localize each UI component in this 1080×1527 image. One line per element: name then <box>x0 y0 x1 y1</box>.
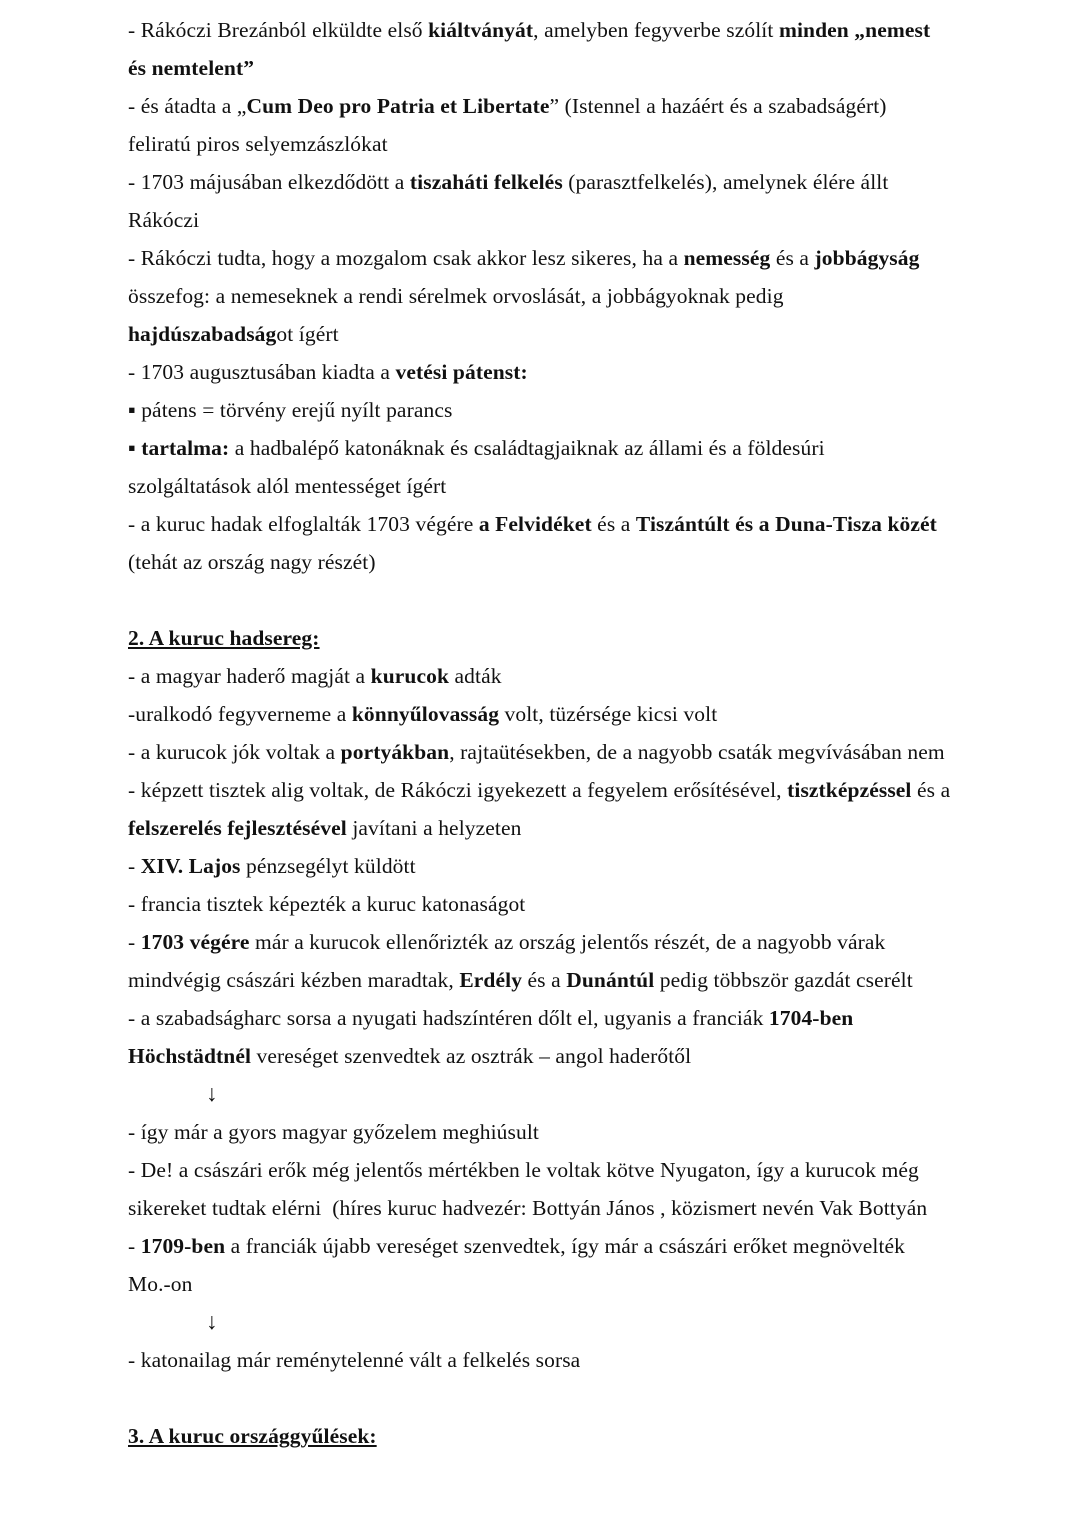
text-run: - és átadta a „ <box>128 94 247 118</box>
text-line <box>128 771 962 809</box>
text-line <box>128 87 962 125</box>
text-line <box>128 847 962 885</box>
text-run: - így már a gyors magyar győzelem meghiúsult <box>128 1120 539 1144</box>
text-line <box>128 1151 962 1189</box>
text-run: vetési pátenst: <box>395 360 528 384</box>
text-line <box>128 657 962 695</box>
text-run: XIV. Lajos <box>140 854 241 878</box>
text-run: nemesség <box>683 246 771 270</box>
text-run: Höchstädtnél <box>128 1044 252 1068</box>
text-line <box>128 1341 962 1379</box>
text-line <box>128 163 962 201</box>
text-run: Mo.-on <box>128 1272 193 1296</box>
text-run: 3. A kuruc országgyűlések: <box>128 1424 377 1448</box>
text-line <box>128 391 962 429</box>
text-run: , rajtaütésekben, de a nagyobb csaták megvívásában nem <box>449 740 945 764</box>
text-run: 1709-ben <box>140 1234 226 1258</box>
text-run: ” (Istennel a hazáért és a szabadságért) <box>549 94 887 118</box>
text-run: és a <box>522 968 567 992</box>
text-run: tisztképzéssel <box>787 778 912 802</box>
text-run: és a <box>770 246 815 270</box>
text-run: javítani a helyzeten <box>346 816 522 840</box>
arrow-down-symbol <box>128 1075 962 1113</box>
text-run: 1703 végére <box>140 930 250 954</box>
text-run: (tehát az ország nagy részét) <box>128 550 376 574</box>
text-run: - a szabadságharc sorsa a nyugati hadszíntéren dőlt el, ugyanis a franciák <box>128 1006 769 1030</box>
section-heading <box>128 1417 962 1455</box>
text-run: - a kuruc hadak elfoglalták 1703 végére <box>128 512 479 536</box>
text-run: tiszaháti felkelés <box>409 170 563 194</box>
text-run: - Rákóczi Brezánból elküldte első <box>128 18 429 42</box>
text-run: hajdúszabadság <box>128 322 277 346</box>
text-line <box>128 49 962 87</box>
text-run: minden „nemest <box>778 18 931 42</box>
text-run: már a kurucok ellenőrizték az ország jelentős részét, de a nagyobb várak <box>249 930 886 954</box>
text-run: 2. A kuruc hadsereg: <box>128 626 320 650</box>
text-run: Rákóczi <box>128 208 200 232</box>
text-run: a Felvidéket <box>478 512 592 536</box>
text-line <box>128 543 962 581</box>
text-run: pedig többször gazdát cserélt <box>654 968 913 992</box>
text-line <box>128 125 962 163</box>
text-run: - a kurucok jók voltak a <box>128 740 341 764</box>
text-run: 1704-ben <box>768 1006 854 1030</box>
text-line <box>128 733 962 771</box>
text-run: és a <box>911 778 951 802</box>
text-run: - <box>128 854 141 878</box>
text-run: - Rákóczi tudta, hogy a mozgalom csak akkor lesz sikeres, ha a <box>128 246 684 270</box>
text-run: könnyűlovasság <box>351 702 500 726</box>
text-line <box>128 277 962 315</box>
text-run: Tiszántúlt és a Duna-Tisza közét <box>635 512 937 536</box>
text-line <box>128 353 962 391</box>
text-run: pénzsegélyt küldött <box>240 854 416 878</box>
text-run: Dunántúl <box>566 968 655 992</box>
text-run: ▪ pátens = törvény erejű nyílt parancs <box>128 398 453 422</box>
text-line <box>128 885 962 923</box>
text-line <box>128 695 962 733</box>
text-run: - francia tisztek képezték a kuruc katonaságot <box>128 892 526 916</box>
text-line <box>128 1265 962 1303</box>
text-line <box>128 1037 962 1075</box>
text-line <box>128 505 962 543</box>
text-run: összefog: a nemeseknek a rendi sérelmek orvoslását, a jobbágyoknak pedig <box>128 284 784 308</box>
text-run: és a <box>591 512 636 536</box>
text-run: felszerelés fejlesztésével <box>128 816 347 840</box>
text-run: adták <box>449 664 502 688</box>
text-line <box>128 809 962 847</box>
text-run: sikereket tudtak elérni (híres kuruc hadvezér: Bottyán János , közismert nevén Vak Bottyán <box>128 1196 928 1220</box>
text-line <box>128 201 962 239</box>
text-line <box>128 999 962 1037</box>
text-run: -uralkodó fegyverneme a <box>128 702 352 726</box>
text-line <box>128 1189 962 1227</box>
text-line <box>128 1227 962 1265</box>
text-line <box>128 923 962 961</box>
text-run: - De! a császári erők még jelentős mértékben le voltak kötve Nyugaton, így a kurucok még <box>128 1158 919 1182</box>
text-run: - katonailag már reménytelenné vált a felkelés sorsa <box>128 1348 581 1372</box>
text-run: - <box>128 1234 141 1258</box>
text-run: a franciák újabb vereséget szenvedtek, így már a császári erőket megnövelték <box>225 1234 906 1258</box>
text-run: - 1703 májusában elkezdődött a <box>128 170 410 194</box>
section-heading <box>128 619 962 657</box>
text-line <box>128 11 962 49</box>
text-line <box>128 315 962 353</box>
text-run: ▪ <box>128 436 142 460</box>
text-run: - <box>128 930 141 954</box>
text-run: - a magyar haderő magját a <box>128 664 371 688</box>
text-line <box>128 429 962 467</box>
text-run: portyákban <box>340 740 450 764</box>
text-line <box>128 961 962 999</box>
text-line <box>128 239 962 277</box>
text-run: - 1703 augusztusában kiadta a <box>128 360 396 384</box>
text-run: (parasztfelkelés), amelynek élére állt <box>562 170 889 194</box>
arrow-down-symbol <box>128 1303 962 1341</box>
text-run: ot ígért <box>276 322 339 346</box>
text-run: feliratú piros selyemzászlókat <box>128 132 388 156</box>
blank-line <box>128 581 962 619</box>
text-run: Cum Deo pro Patria et Libertate <box>246 94 550 118</box>
text-run: vereséget szenvedtek az osztrák – angol haderőtől <box>251 1044 692 1068</box>
text-run: ↓ <box>206 1081 218 1106</box>
text-run: a hadbalépő katonáknak és családtagjaiknak az állami és a földesúri <box>229 436 825 460</box>
text-run: kurucok <box>370 664 450 688</box>
text-run: szolgáltatások alól mentességet ígért <box>128 474 447 498</box>
text-run: és nemtelent” <box>128 56 255 80</box>
text-run: - képzett tisztek alig voltak, de Rákóczi igyekezett a fegyelem erősítésével, <box>128 778 788 802</box>
text-run: jobbágyság <box>814 246 920 270</box>
text-line <box>128 467 962 505</box>
text-run: Erdély <box>459 968 523 992</box>
text-run: tartalma: <box>141 436 230 460</box>
text-run: kiáltványát <box>428 18 534 42</box>
text-run: ↓ <box>206 1309 218 1334</box>
text-run: volt, tüzérsége kicsi volt <box>499 702 718 726</box>
text-line <box>128 1113 962 1151</box>
text-run: mindvégig császári kézben maradtak, <box>128 968 460 992</box>
text-run: , amelyben fegyverbe szólít <box>533 18 779 42</box>
blank-line <box>128 1379 962 1417</box>
